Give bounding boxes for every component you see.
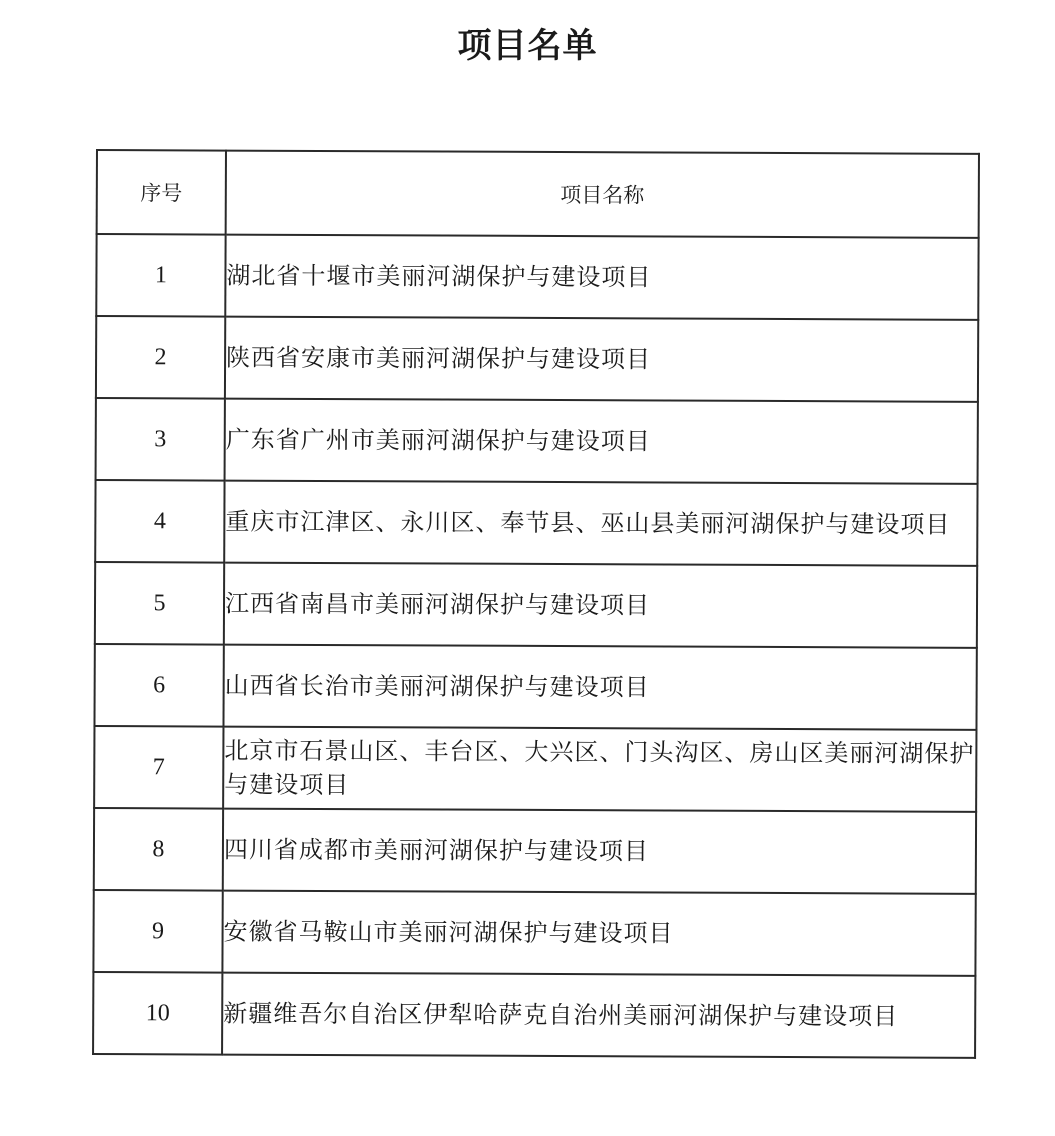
- table-row: [93, 972, 975, 1058]
- row-project-name: 北京市石景山区、丰台区、大兴区、门头沟区、房山区美丽河湖保护与建设项目: [223, 727, 976, 812]
- table-row: [95, 480, 977, 566]
- table-row: [96, 316, 978, 402]
- table-row: [93, 890, 975, 976]
- table-row: [94, 726, 976, 812]
- table-row: [95, 562, 977, 648]
- row-index: 1: [96, 234, 225, 317]
- row-project-name: 陕西省安康市美丽河湖保护与建设项目: [225, 317, 978, 402]
- row-project-name: 重庆市江津区、永川区、奉节县、巫山县美丽河湖保护与建设项目: [224, 481, 977, 566]
- row-project-name: 新疆维吾尔自治区伊犁哈萨克自治州美丽河湖保护与建设项目: [222, 973, 975, 1058]
- row-project-name: 江西省南昌市美丽河湖保护与建设项目: [224, 563, 977, 648]
- row-index: 9: [93, 890, 222, 973]
- row-project-name: 安徽省马鞍山市美丽河湖保护与建设项目: [222, 891, 975, 976]
- table-row: [94, 808, 976, 894]
- row-index: 4: [95, 480, 224, 563]
- row-index: 7: [94, 726, 223, 809]
- table-header-row: [97, 150, 979, 238]
- row-project-name: 山西省长治市美丽河湖保护与建设项目: [223, 645, 976, 730]
- table-row: [96, 234, 978, 320]
- table-row: [94, 644, 976, 730]
- row-index: 3: [96, 398, 225, 481]
- row-index: 5: [95, 562, 224, 645]
- project-list-table: [92, 149, 980, 1059]
- page-title: 项目名单: [457, 26, 598, 66]
- header-project-name: 项目名称: [226, 151, 979, 238]
- row-project-name: 四川省成都市美丽河湖保护与建设项目: [223, 809, 976, 894]
- row-index: 10: [93, 972, 222, 1055]
- row-project-name: 广东省广州市美丽河湖保护与建设项目: [225, 399, 978, 484]
- table-row: [96, 398, 978, 484]
- row-index: 6: [94, 644, 223, 727]
- row-index: 8: [94, 808, 223, 891]
- header-index: 序号: [97, 150, 226, 235]
- row-index: 2: [96, 316, 225, 399]
- row-project-name: 湖北省十堰市美丽河湖保护与建设项目: [225, 235, 978, 320]
